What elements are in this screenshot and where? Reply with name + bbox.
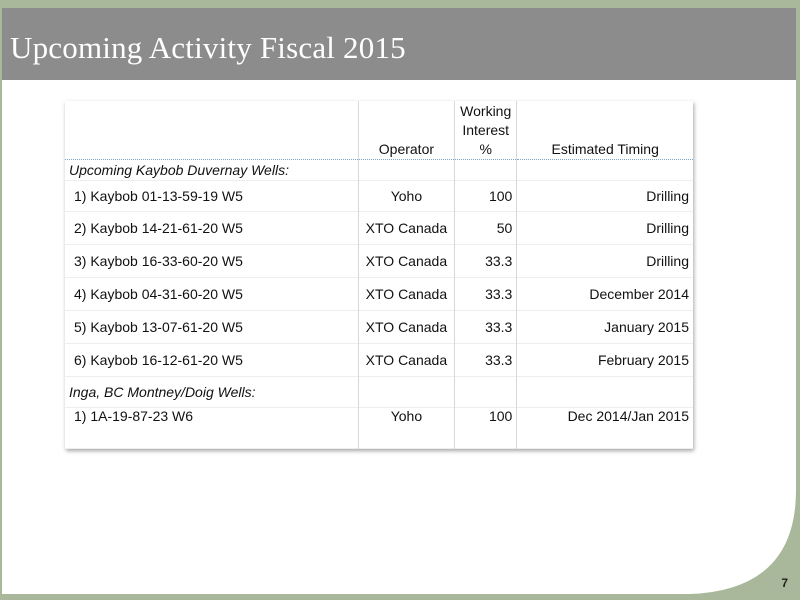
- header-estimated-timing: Estimated Timing: [517, 101, 693, 160]
- header-wi-line3: %: [479, 141, 492, 157]
- working-interest-cell: 33.3: [455, 344, 517, 377]
- page-number: 7: [781, 576, 788, 590]
- operator-cell: XTO Canada: [358, 212, 454, 245]
- wells-table: [65, 101, 693, 449]
- operator-cell: Yoho: [358, 408, 454, 449]
- operator-cell: XTO Canada: [358, 245, 454, 278]
- well-name: 4) Kaybob 04-31-60-20 W5: [74, 286, 243, 302]
- timing-cell: Drilling: [517, 245, 693, 278]
- operator-cell: Yoho: [358, 181, 454, 212]
- well-name: 1) Kaybob 01-13-59-19 W5: [74, 188, 243, 204]
- timing-cell: Dec 2014/Jan 2015: [517, 408, 693, 449]
- header-wi-line1: Working: [460, 103, 512, 119]
- table-row: [65, 181, 693, 212]
- working-interest-cell: 50: [455, 212, 517, 245]
- working-interest-cell: 100: [455, 408, 517, 449]
- timing-cell: Drilling: [517, 181, 693, 212]
- table-row: [65, 408, 693, 449]
- working-interest-cell: 33.3: [455, 245, 517, 278]
- timing-cell: February 2015: [517, 344, 693, 377]
- header-wi-line2: Interest: [462, 122, 510, 138]
- table-row: [65, 278, 693, 311]
- header-operator: Operator: [358, 101, 454, 160]
- header-name: [65, 101, 358, 160]
- section-label: Inga, BC Montney/Doig Wells:: [69, 384, 256, 400]
- operator-cell: XTO Canada: [358, 311, 454, 344]
- operator-cell: XTO Canada: [358, 344, 454, 377]
- section-label: Upcoming Kaybob Duvernay Wells:: [69, 162, 289, 178]
- table-row: [65, 212, 693, 245]
- title-bar: [2, 8, 796, 80]
- operator-cell: XTO Canada: [358, 278, 454, 311]
- well-name: 6) Kaybob 16-12-61-20 W5: [74, 352, 243, 368]
- well-name: 1) 1A-19-87-23 W6: [74, 408, 194, 424]
- table-row: [65, 344, 693, 377]
- slide-title: Upcoming Activity Fiscal 2015: [10, 30, 406, 65]
- well-name: 5) Kaybob 13-07-61-20 W5: [74, 319, 243, 335]
- section-row-inga: [65, 377, 693, 408]
- section-row-kaybob: [65, 160, 693, 181]
- working-interest-cell: 33.3: [455, 311, 517, 344]
- timing-cell: Drilling: [517, 212, 693, 245]
- table-row: [65, 311, 693, 344]
- working-interest-cell: 33.3: [455, 278, 517, 311]
- well-name: 2) Kaybob 14-21-61-20 W5: [74, 220, 243, 236]
- timing-cell: December 2014: [517, 278, 693, 311]
- timing-cell: January 2015: [517, 311, 693, 344]
- table-row: [65, 245, 693, 278]
- well-name: 3) Kaybob 16-33-60-20 W5: [74, 253, 243, 269]
- table-header-row: [65, 101, 693, 160]
- header-working-interest: [455, 101, 517, 160]
- working-interest-cell: 100: [455, 181, 517, 212]
